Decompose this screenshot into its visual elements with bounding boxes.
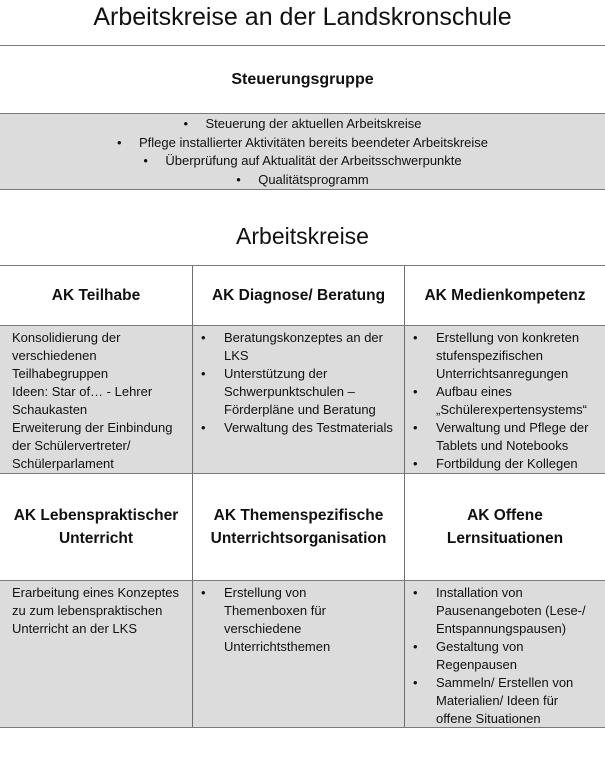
ak-offene-lernsituationen-content: [405, 581, 605, 727]
ak-themenspezifische-unterrichtsorganisation-content: [193, 581, 404, 727]
list-item: • Unterstützung der Schwerpunktschulen – Förderpläne und Beratung: [201, 366, 376, 417]
bullet-icon: •: [413, 456, 418, 471]
ak-teilhabe-content: Konsolidierung der verschiedenen Teilhabegruppen Ideen: Star of… - Lehrer Schaukasten Erweiterung der Einbindung der Schülervertreter/ Schülerparlament: [12, 330, 173, 471]
bullet-icon: •: [413, 384, 418, 399]
ak-themenspezifische-unterrichtsorganisation-heading: AK Themenspezifische Unterrichtsorganisation: [210, 507, 387, 547]
document-title: Arbeitskreise an der Landskronschule: [93, 3, 512, 31]
bullet-icon: •: [413, 585, 418, 600]
bullet-icon: •: [143, 153, 148, 168]
bullet-icon: •: [413, 420, 418, 435]
bullet-icon: •: [183, 116, 189, 131]
table-body-row: [0, 581, 605, 727]
table-bottom-border: [0, 727, 605, 728]
list-item: • Pflege installierter Aktivitäten bereits beendeter Arbeitskreise: [0, 134, 605, 153]
divider: [0, 189, 605, 190]
bullet-icon: •: [201, 366, 206, 381]
bullet-list: [193, 329, 404, 437]
ak-teilhabe-heading: AK Teilhabe: [51, 287, 141, 304]
ak-medienkompetenz-heading: AK Medienkompetenz: [424, 287, 586, 304]
bullet-icon: •: [201, 330, 206, 345]
bullet-icon: •: [236, 171, 241, 187]
steuerungsgruppe-list-panel: [0, 114, 605, 189]
bullet-icon: •: [413, 675, 418, 690]
bullet-list: [193, 584, 404, 656]
list-item: • Verwaltung des Testmaterials: [201, 420, 393, 435]
steuerungsgruppe-list: [0, 114, 605, 189]
list-item: • Gestaltung von Regenpausen: [413, 639, 524, 672]
ak-offene-lernsituationen-heading: AK Offene Lernsituationen: [446, 507, 564, 547]
ak-diagnose-beratung-content: [193, 326, 404, 473]
table-header-row: [0, 474, 605, 580]
list-item: • Erstellung von Themenboxen für verschiedene Unterrichtsthemen: [201, 585, 331, 654]
bullet-icon: •: [116, 134, 122, 150]
arbeitskreise-heading: Arbeitskreise: [236, 223, 369, 249]
list-item: • Sammeln/ Erstellen von Materialien/ Ideen für offene Situationen: [413, 675, 574, 726]
list-item: • Fortbildung der Kollegen: [413, 456, 578, 471]
table-body-row: [0, 326, 605, 473]
list-item: • Beratungskonzeptes an der LKS: [201, 330, 383, 363]
ak-lebenspraktischer-unterricht-content: Erarbeitung eines Konzeptes zu zum lebenspraktischen Unterricht an der LKS: [12, 585, 179, 636]
list-item: • Überprüfung auf Aktualität der Arbeitsschwerpunkte: [0, 152, 605, 171]
bullet-list: [405, 584, 605, 728]
list-item: • Installation von Pausenangeboten (Lese-/ Entspannungspausen): [413, 585, 586, 636]
ak-medienkompetenz-content: [405, 326, 605, 473]
bullet-icon: •: [201, 420, 206, 435]
list-item: • Verwaltung und Pflege der Tablets und Notebooks: [413, 420, 589, 453]
bullet-icon: •: [413, 330, 418, 345]
bullet-list: [405, 329, 605, 473]
ak-lebenspraktischer-unterricht-heading: AK Lebenspraktischer Unterricht: [13, 507, 179, 547]
list-item: • Aufbau eines „Schülerexpertensystems“: [413, 384, 587, 417]
bullet-icon: •: [201, 585, 206, 600]
ak-diagnose-beratung-heading: AK Diagnose/ Beratung: [211, 287, 386, 304]
table-header-row: [0, 266, 605, 325]
list-item: • Qualitätsprogramm: [0, 171, 605, 190]
list-item: • Erstellung von konkreten stufenspezifischen Unterrichtsanregungen: [413, 330, 580, 381]
bullet-icon: •: [413, 639, 418, 654]
steuerungsgruppe-heading: Steuerungsgruppe: [231, 71, 374, 88]
list-item: • Steuerung der aktuellen Arbeitskreise: [0, 115, 605, 134]
